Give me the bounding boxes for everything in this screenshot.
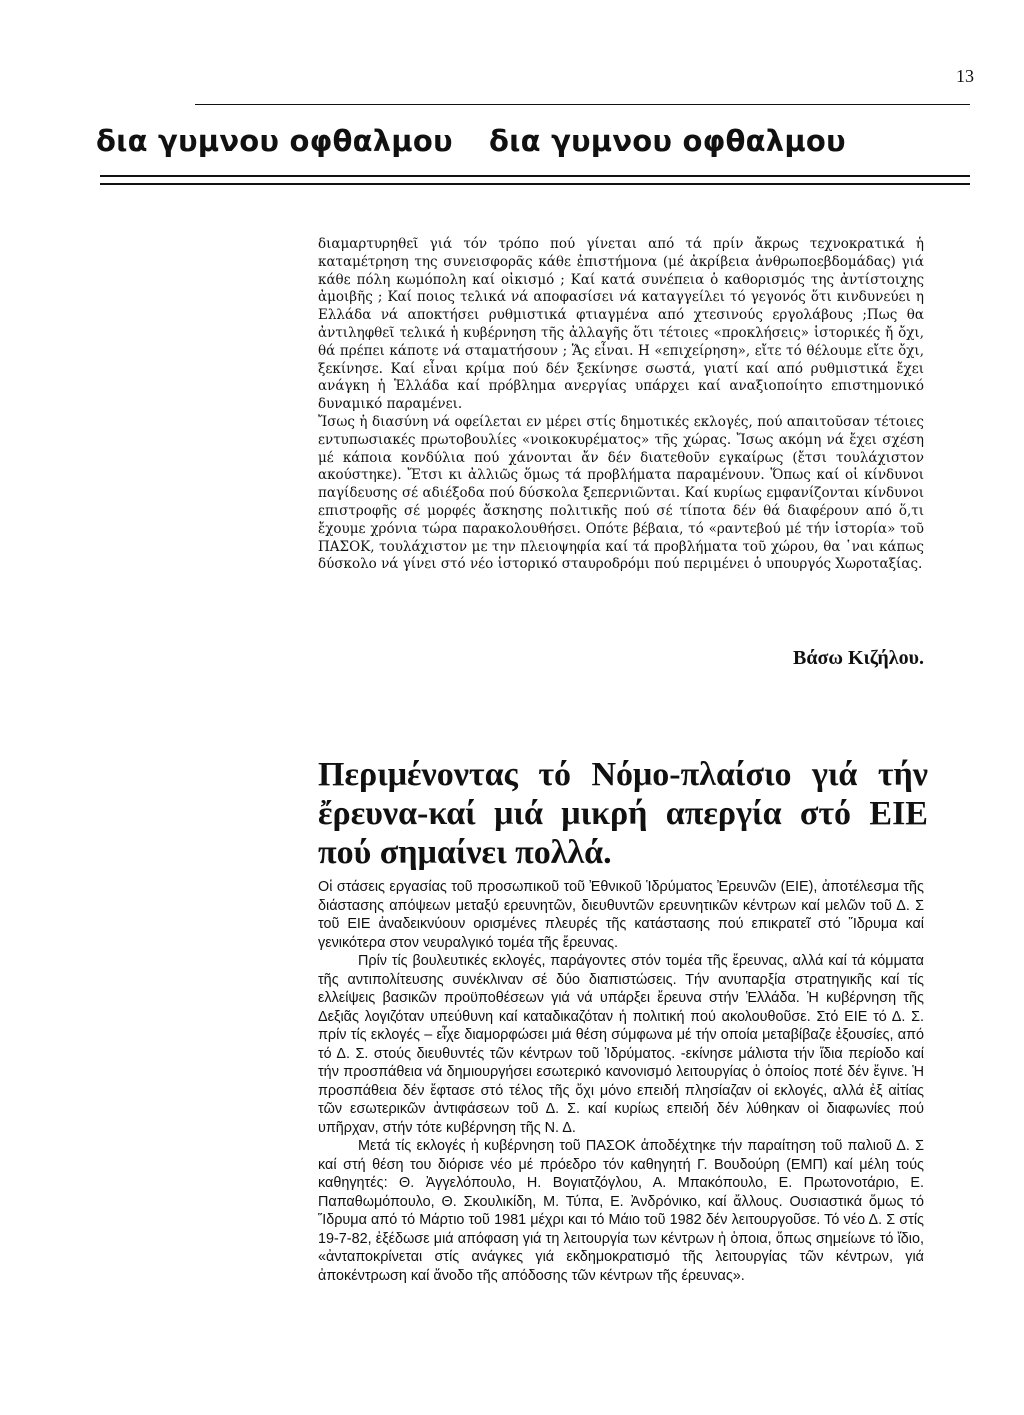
page-number: 13	[956, 66, 974, 86]
article-1-paragraph: Ἴσως ἡ διασύνη νά οφείλεται εν μέρει στίς δημοτικές εκλογές, πού απαιτοῦσαν τέτοιες εντυπωσιακές πρωτοβουλίες «νοικοκυρέματος» τῆς χώρας. Ἴσως ακόμη νά ἔχει σχέση μέ κάποια κονδύλια πού χάνονται ἄν δέν διατεθοῦν εγκαίρως (ἔτσι τουλάχιστον ακούστηκε). Ἔτσι κι ἀλλιῶς ὅμως τά προβλήματα παραμένουν. Ὅπως καί οἱ κίνδυνοι παγίδευσης σέ αδιέξοδα πού δύσκολα ξεπερνιῶνται. Καί κυρίως εμφανίζονται κίνδυνοι επιστροφῆς σέ μορφές ἄσκησης πολιτικῆς πού σέ τίποτα δέν θά διαφέρουν από ὅ,τι ἔχουμε χρόνια τώρα παρακολουθήσει. Οπότε βέβαια, τό «ραντεβού μέ τήν ἱστορία» τοῦ ΠΑΣΟΚ, τουλάχιστον με την πλειοψηφία καί τά προβλήματα τοῦ χώρου, θα ῾ναι κάπως δύσκολο νά γίνει στό νέο ἱστορικό σταυροδρόμι πού περιμένει ὁ υπουργός Χωροταξίας.	[318, 413, 924, 573]
article-1-signature: Βάσω Κιζήλου.	[792, 647, 924, 669]
section-title-left: δια γυμνου οφθαλμου	[96, 124, 453, 158]
article-2-paragraph: Οἱ στάσεις εργασίας τοῦ προσωπικοῦ τοῦ Ἐθνικοῦ Ἱδρύματος Ἐρευνῶν (ΕΙΕ), ἀποτέλεσμα τῆς διάστασης απόψεων μεταξύ ερευνητῶν, διευθυντῶν ερευνητικῶν κέντρων καί μελῶν τοῦ Δ. Σ τοῦ ΕΙΕ ἀναδεικνύουν ορισμένες πλευρές τῆς κατάστασης πού επικρατεῖ στό Ἵδρυμα καί γενικότερα στον νευραλγικό τομέα τῆς ἔρευνας.	[318, 879, 924, 951]
article-2-paragraph: Μετά τίς εκλογές ἡ κυβέρνηση τοῦ ΠΑΣΟΚ ἀποδέχτηκε τήν παραίτηση τοῦ παλιοῦ Δ. Σ καί στή θέση του διόρισε νέο μέ πρόεδρο τόν καθηγητή Γ. Βουδούρη (ΕΜΠ) καί μέλη τούς καθηγητές: Θ. Ἀγγελόπουλο, Η. Βογιατζόγλου, Α. Μπακόπουλο, Ε. Πρωτονοτάριο, Ε. Παπαθωμόπουλο, Θ. Σκουλικίδη, Μ. Τύπα, Ε. Ἀνδρόνικο, καί ἄλλους. Ουσιαστικά ὅμως τό Ἵδρυμα από τό Μάρτιο τοῦ 1981 μέχρι και τό Μάιο τοῦ 1982 δέν λειτουργοῦσε. Τό νέο Δ. Σ στίς 19-7-82, ἐξέδωσε μιά απόφαση γιά τη λειτουργία των κέντρων ἡ ὁποια, ὅπως σημείωνε τό ἴδιο, «ἀνταποκρίνεται στίς ανάγκες γιά εκδημοκρατισμό τῆς λειτουργίας τῶν κέντρων, γιά ἀποκέντρωση καί ἄνοδο τῆς απόδοσης τῶν κέντρων τῆς έρευνας».	[318, 1138, 924, 1284]
article-2-paragraph: Πρίν τίς βουλευτικές εκλογές, παράγοντες στόν τομέα τῆς ἔρευνας, αλλά καί τά κόμματα τῆς αντιπολίτευσης συνέκλιναν σέ δύο διαπιστώσεις. Τήν ανυπαρξία στρατηγικῆς καί τίς ελλείψεις βασικῶν προϋποθέσεων γιά νά υπάρξει ἔρευνα στήν Ἑλλάδα. Ἡ κυβέρνηση τῆς Δεξιᾶς λογιζόταν υπεύθυνη καί καταδικαζόταν ἡ πολιτική πού ακολουθοῦσε. Στό ΕΙΕ τό Δ. Σ. πρίν τίς εκλογές – εἶχε διαμορφώσει μιά θέση σύμφωνα μέ τήν οποία μεταβίβαζε ἐξουσίες, από τό Δ. Σ. στούς διευθυντές τῶν κέντρων τοῦ Ἱδρύματος. -εκίνησε μάλιστα τήν ἴδια περίοδο καί τήν προσπάθεια νά δημιουργήσει εσωτερικό κανονισμό λειτουργίας ὁ ὁποίος ποτέ δέν ἔγινε. Ἡ προσπάθεια δέν ἔφτασε στό τέλος τῆς ὄχι μόνο επειδή πλησίαζαν οἱ εκλογές, αλλά ἐξ αἰτίας τῶν εσωτερικῶν ἀντιφάσεων τοῦ Δ. Σ. καί κυρίως επειδή δέν λύθηκαν οἱ διαφωνίες πού υπῆρχαν, στήν τότε κυβέρνηση τῆς Ν. Δ.	[318, 953, 924, 1136]
section-header	[96, 124, 846, 158]
top-rule	[195, 104, 970, 105]
section-title-right: δια γυμνου οφθαλμου	[489, 124, 846, 158]
article-1-paragraph: διαμαρτυρηθεῖ γιά τόν τρόπο πού γίνεται από τά πρίν ἄκρως τεχνοκρατικά ἡ καταμέτρηση της συνεισφορᾶς κάθε ἐπιστήμονα (μέ ἀκρίβεια ἀνθρωποεβδομάδας) γιά κάθε πόλη κωμόπολη καί οἰκισμό ; Καί κατά συνέπεια ὁ καθορισμός της ἀντίστοιχης ἀμοιβῆς ; Καί ποιος τελικά νά αποφασίσει νά καταγγείλει τό γεγονός ὅτι κινδυνεύει η Ελλάδα νά αποκτήσει ρυθμιστικά φτιαγμένα από χτεσινούς εργολάβους ;Πως θα ἀντιληφθεῖ τελικά ἡ κυβέρνηση τῆς ἀλλαγῆς ὅτι τέτοιες «προκλήσεις» ἱστορικές ἤ ὄχι, θά πρέπει κάποτε νά σταματήσουν ; Ἅς εἶναι. Η «επιχείρηση», εἴτε τό θέλουμε εἴτε ὄχι, ξεκίνησε. Καί εἶναι κρίμα πού δέν ξεκίνησε σωστά, γιατί καί από ρυθμιστικά ἔχει ανάγκη ἡ Ἑλλάδα καί πρόβλημα ανεργίας υπάρχει καί αναξιοποίητο επιστημονικό δυναμικό παραμένει.	[318, 236, 924, 413]
article-2-headline: Περιμένοντας τό Νόμο-πλαίσιο γιά τήν ἔρευνα-καί μιά μικρή απεργία στό ΕΙΕ πού σημαίνει πολλά.	[318, 756, 928, 871]
header-double-rule	[100, 175, 970, 185]
article-1-body	[318, 236, 924, 574]
article-2-body	[318, 878, 924, 1285]
